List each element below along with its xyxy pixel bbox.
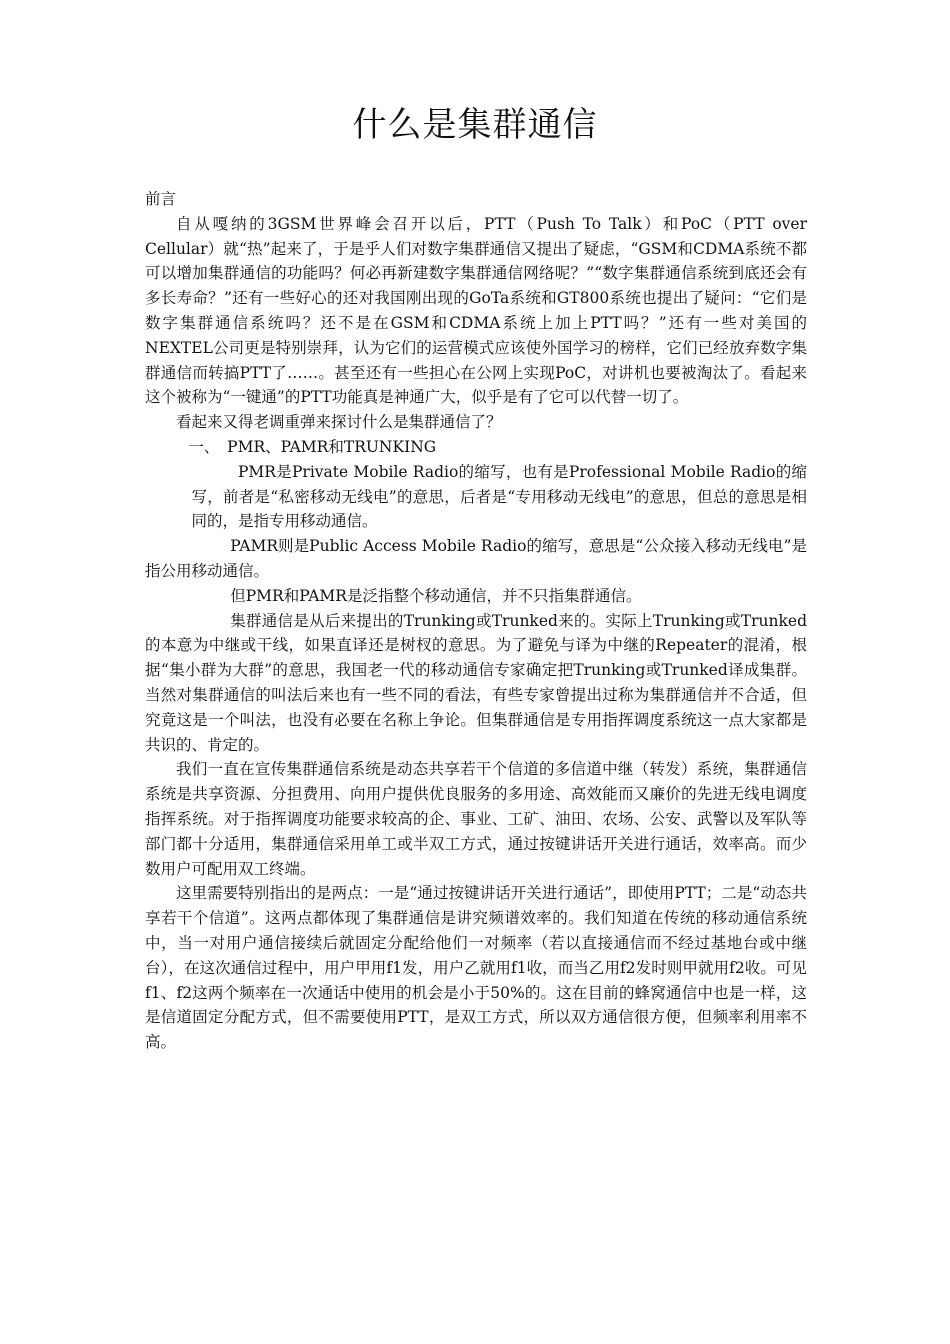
preface-heading: 前言 <box>145 190 177 208</box>
paragraph-pmr-pamr-scope: 但PMR和PAMR是泛指整个移动通信，并不只指集群通信。 <box>230 586 642 605</box>
paragraph-trunking-origin: 集群通信是从后来提出的Trunking或Trunked来的。实际上Trunking或Trunked的本意为中继或干线，如果直译还是树杈的意思。为了避免与译为中继的Repeater的混淆，根据“集小群为大群”的意思，我国老一代的移动通信专家确定把Trunking或Trunked译成集群。当然对集群通信的叫法后来也有一些不同的看法，有些专家曾提出过称为集群通信并不合适，但究竟这是一个叫法，也没有必要在名称上争论。但集群通信是专用指挥调度系统这一点大家都是共识的、肯定的。 <box>145 611 807 754</box>
paragraph-trunking-system: 我们一直在宣传集群通信系统是动态共享若干个信道的多信道中继（转发）系统，集群通信系统是共享资源、分担费用、向用户提供优良服务的多用途、高效能而又廉价的先进无线电调度指挥系统。对于指挥调度功能要求较高的企、事业、工矿、油田、农场、公安、武警以及军队等部门都十分适用，集群通信采用单工或半双工方式，通过按键讲话开关进行通话，效率高。而少数用户可配用双工终端。 <box>145 760 807 878</box>
paragraph-intro: 自从嘎纳的3GSM世界峰会召开以后，PTT（Push To Talk）和PoC（PTT over Cellular）就“热”起来了，于是乎人们对数字集群通信又提出了疑虑，“GSM和CDMA系统不都可以增加集群通信的功能吗？何必再新建数字集群通信网络呢？”“数字集群通信系统到底还会有多长寿命？”还有一些好心的还对我国刚出现的GoTa系统和GT800系统也提出了疑问：“它们是数字集群通信系统吗？还不是在GSM和CDMA系统上加上PTT吗？”还有一些对美国的NEXTEL公司更是特别崇拜，认为它们的运营模式应该使外国学习的榜样，它们已经放弃数字集群通信而转搞PTT了……。甚至还有一些担心在公网上实现PoC，对讲机也要被淘汰了。看起来这个被称为“一键通”的PTT功能真是神通广大，似乎是有了它可以代替一切了。 <box>145 214 807 407</box>
document-title: 什么是集群通信 <box>352 105 598 145</box>
section-heading-pmr-pamr-trunking: 一、 PMR、PAMR和TRUNKING <box>188 437 437 456</box>
document-body <box>145 187 807 1055</box>
paragraph-pmr-definition: PMR是Private Mobile Radio的缩写，也有是Professional Mobile Radio的缩写，前者是“私密移动无线电”的意思，后者是“专用移动无线电”的意思，但总的意思是相同的，是指专用移动通信。 <box>191 462 807 531</box>
paragraph-pamr-definition: PAMR则是Public Access Mobile Radio的缩写，意思是“公众接入移动无线电”是指公用移动通信。 <box>145 537 807 580</box>
paragraph-ptt-spectrum: 这里需要特别指出的是两点：一是“通过按键讲话开关进行通话”，即使用PTT；二是“动态共享若干个信道”。这两点都体现了集群通信是讲究频谱效率的。我们知道在传统的移动通信系统中，当一对用户通信接续后就固定分配给他们一对频率（若以直接通信而不经过基地台或中继台），在这次通信过程中，用户甲用f1发，用户乙就用f1收，而当乙用f2发时则甲就用f2收。可见f1、f2这两个频率在一次通话中使用的机会是小于50%的。这在目前的蜂窝通信中也是一样，这是信道固定分配方式，但不需要使用PTT，是双工方式，所以双方通信很方便，但频率利用率不高。 <box>145 884 807 1052</box>
paragraph-question: 看起来又得老调重弹来探讨什么是集群通信了？ <box>176 413 502 432</box>
